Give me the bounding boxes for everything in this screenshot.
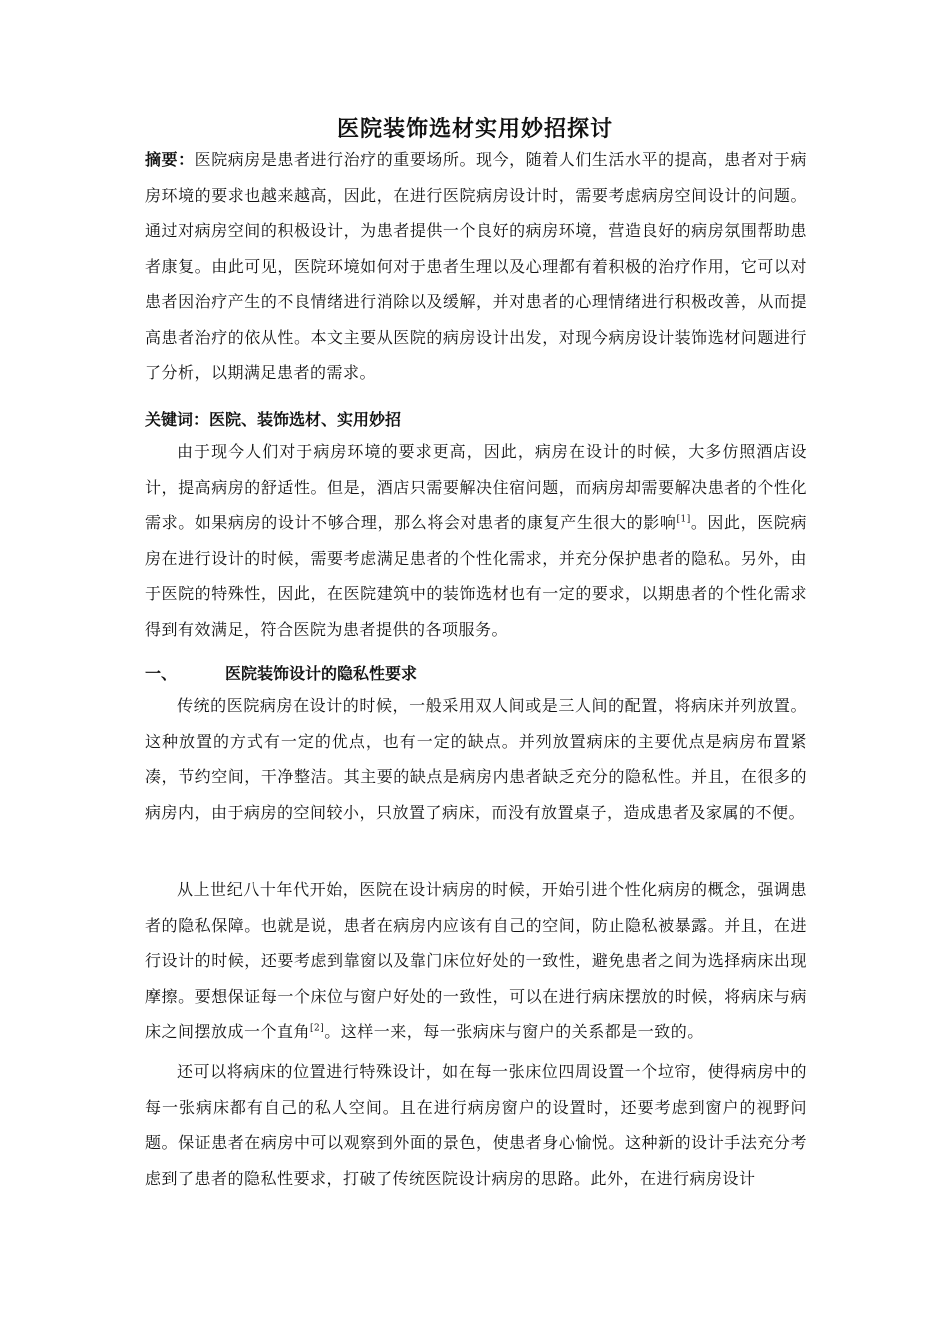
citation-ref-2: [2]: [310, 1023, 325, 1034]
intro-paragraph: [145, 434, 807, 647]
section-number: 一、: [145, 664, 178, 683]
para2-text-part2: 。这样一来，每一张病床与窗户的关系都是一致的。: [324, 1022, 704, 1041]
section1-paragraph-1: 传统的医院病房在设计的时候，一般采用双人间或是三人间的配置，将病床并列放置。这种放置的方式有一定的优点，也有一定的缺点。并列放置病床的主要优点是病房布置紧凑，节约空间，干净整洁。其主要的缺点是病房内患者缺乏充分的隐私性。并且，在很多的病房内，由于病房的空间较小，只放置了病床，而没有放置桌子，造成患者及家属的不便。: [145, 696, 807, 822]
intro-text-part1: 由于现今人们对于病房环境的要求更高，因此，病房在设计的时候，大多仿照酒店设计，提高病房的舒适性。但是，酒店只需要解决住宿问题，而病房却需要解决患者的个性化需求。如果病房的设计不够合理，那么将会对患者的康复产生很大的影响: [145, 442, 807, 532]
section1-paragraph-2: [145, 872, 807, 1050]
document-title: 医院装饰选材实用妙招探讨: [336, 116, 613, 142]
intro-text-part2: 。因此，医院病房在进行设计的时候，需要考虑满足患者的个性化需求，并充分保护患者的隐私。另外，由于医院的特殊性，因此，在医院建筑中的装饰选材也有一定的要求，以期患者的个性化需求得到有效满足，符合医院为患者提供的各项服务。: [145, 513, 807, 639]
para2-text-part1: 从上世纪八十年代开始，医院在设计病房的时候，开始引进个性化病房的概念，强调患者的隐私保障。也就是说，患者在病房内应该有自己的空间，防止隐私被暴露。并且，在进行设计的时候，还要考虑到靠窗以及靠门床位好处的一致性，避免患者之间为选择病床出现摩擦。要想保证每一个床位与窗户好处的一致性，可以在进行病床摆放的时候，将病床与病床之间摆放成一个直角: [145, 880, 807, 1041]
section1-paragraph-3: 还可以将病床的位置进行特殊设计，如在每一张床位四周设置一个垃帘，使得病房中的每一张病床都有自己的私人空间。且在进行病房窗户的设置时，还要考虑到窗户的视野问题。保证患者在病房中可以观察到外面的景色，使患者身心愉悦。这种新的设计手法充分考虑到了患者的隐私性要求，打破了传统医院设计病房的思路。此外，在进行病房设计: [145, 1062, 807, 1188]
abstract-text: 医院病房是患者进行治疗的重要场所。现今，随着人们生活水平的提高，患者对于病房环境的要求也越来越高，因此，在进行医院病房设计时，需要考虑病房空间设计的问题。通过对病房空间的积极设计，为患者提供一个良好的病房环境，营造良好的病房氛围帮助患者康复。由此可见，医院环境如何对于患者生理以及心理都有着积极的治疗作用，它可以对患者因治疗产生的不良情绪进行消除以及缓解，并对患者的心理情绪进行积极改善，从而提高患者治疗的依从性。本文主要从医院的病房设计出发，对现今病房设计装饰选材问题进行了分析，以期满足患者的需求。: [145, 150, 807, 382]
abstract-paragraph: [145, 142, 807, 391]
section-title: 医院装饰设计的隐私性要求: [225, 664, 418, 683]
citation-ref-1: [1]: [676, 514, 691, 525]
section-heading-1: [145, 662, 807, 686]
keywords-line: 关键词：医院、装饰选材、实用妙招: [145, 410, 402, 429]
abstract-label: 摘要：: [145, 150, 195, 169]
